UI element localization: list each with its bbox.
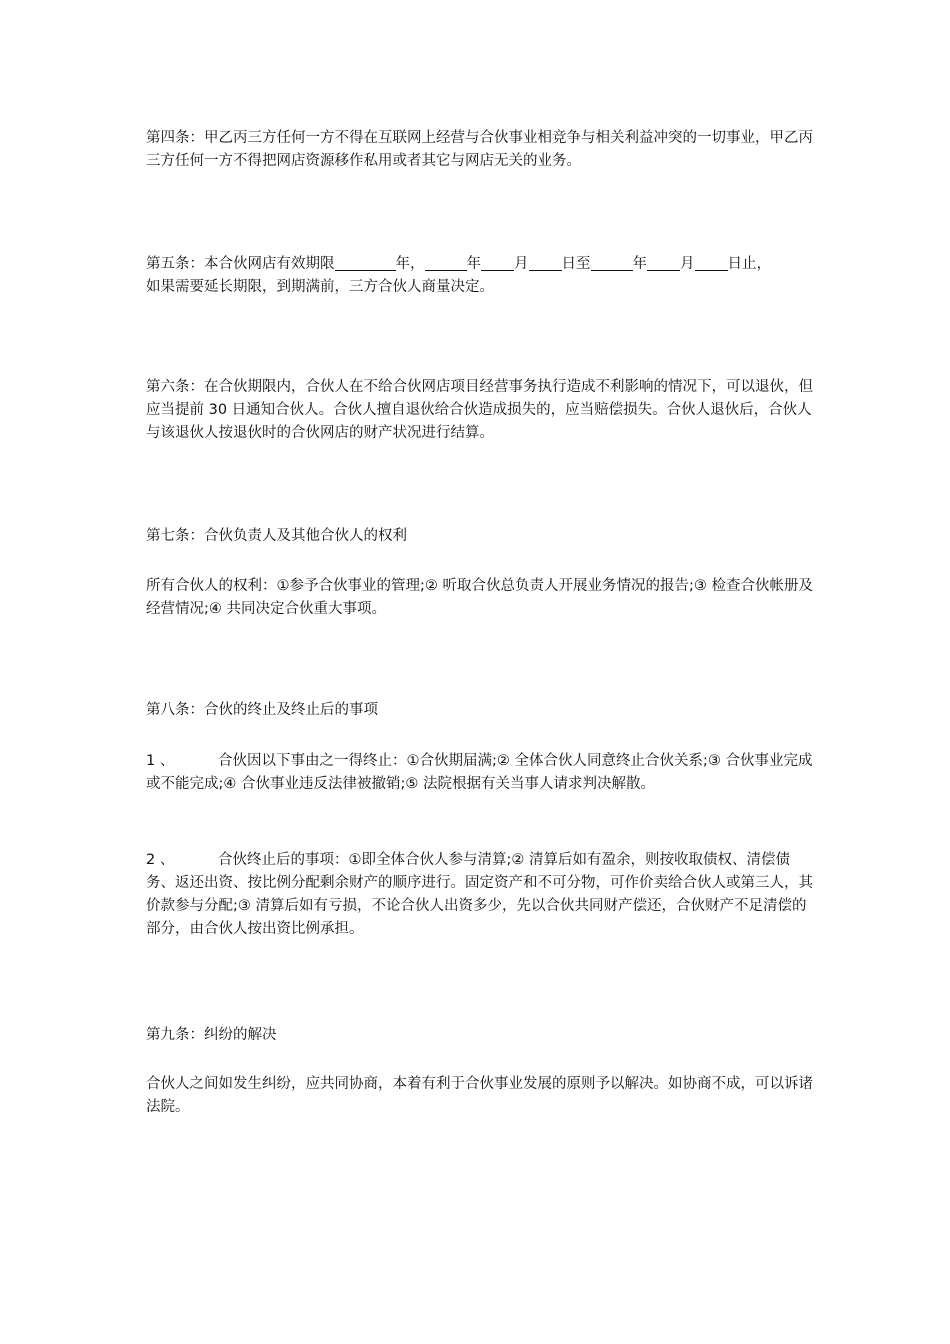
article-8-item-2	[146, 849, 814, 941]
end-day-blank[interactable]	[695, 256, 728, 271]
item-1-text: 合伙因以下事由之一得终止：①合伙期届满;② 全体合伙人同意终止合伙关系;③ 合伙事业完成或不能完成;④ 合伙事业违反法律被撤销;⑤ 法院根据有关当事人请求判决解散。	[146, 753, 813, 792]
day-to-label: 日至	[561, 256, 591, 272]
end-year-blank[interactable]	[591, 256, 633, 271]
article-5	[146, 253, 814, 299]
article-8-item-1	[146, 750, 814, 796]
article-8-title: 第八条：合伙的终止及终止后的事项	[146, 702, 378, 718]
article-4: 第四条：甲乙丙三方任何一方不得在互联网上经营与合伙事业相竞争与相关利益冲突的一切事业，甲乙丙三方任何一方不得把网店资源移作私用或者其它与网店无关的业务。	[146, 130, 813, 169]
article-7-title: 第七条：合伙负责人及其他合伙人的权利	[146, 528, 407, 544]
item-2-number: 2 、	[146, 852, 175, 868]
end-year-label: 年	[632, 256, 647, 272]
term-years-blank[interactable]	[335, 256, 396, 271]
article-9-title: 第九条：纠纷的解决	[146, 1027, 277, 1043]
start-day-blank[interactable]	[529, 256, 562, 271]
end-label: 日止，	[727, 256, 771, 272]
start-year-label: 年	[466, 256, 481, 272]
start-month-label: 月	[514, 256, 529, 272]
article-6: 第六条：在合伙期限内，合伙人在不给合伙网店项目经营事务执行造成不利影响的情况下，可以退伙，但应当提前 30 日通知合伙人。合伙人擅自退伙给合伙造成损失的，应当赔偿损失。合伙人退伙后，合伙人与该退伙人按退伙时的合伙网店的财产状况进行结算。	[146, 379, 813, 441]
end-month-blank[interactable]	[647, 256, 680, 271]
start-year-blank[interactable]	[425, 256, 467, 271]
item-1-number: 1 、	[146, 753, 175, 769]
start-month-blank[interactable]	[481, 256, 514, 271]
year-label: 年，	[395, 256, 425, 272]
article-7-body: 所有合伙人的权利：①参予合伙事业的管理;② 听取合伙总负责人开展业务情况的报告;③ 检查合伙帐册及经营情况;④ 共同决定合伙重大事项。	[146, 578, 813, 617]
item-2-text: 合伙终止后的事项：①即全体合伙人参与清算;② 清算后如有盈余，则按收取债权、清偿债务、返还出资、按比例分配剩余财产的顺序进行。固定资产和不可分物，可作价卖给合伙人或第三人，其价款参与分配;③ 清算后如有亏损，不论合伙人出资多少，先以合伙共同财产偿还，合伙财产不足清偿的部分，由合伙人按出资比例承担。	[146, 852, 813, 937]
end-month-label: 月	[680, 256, 695, 272]
article-5-prefix: 第五条：本合伙网店有效期限	[146, 256, 335, 272]
article-9-body: 合伙人之间如发生纠纷，应共同协商，本着有利于合伙事业发展的原则予以解决。如协商不成，可以诉诸法院。	[146, 1076, 813, 1115]
article-5-line2: 如果需要延长期限，到期满前，三方合伙人商量决定。	[146, 279, 494, 295]
